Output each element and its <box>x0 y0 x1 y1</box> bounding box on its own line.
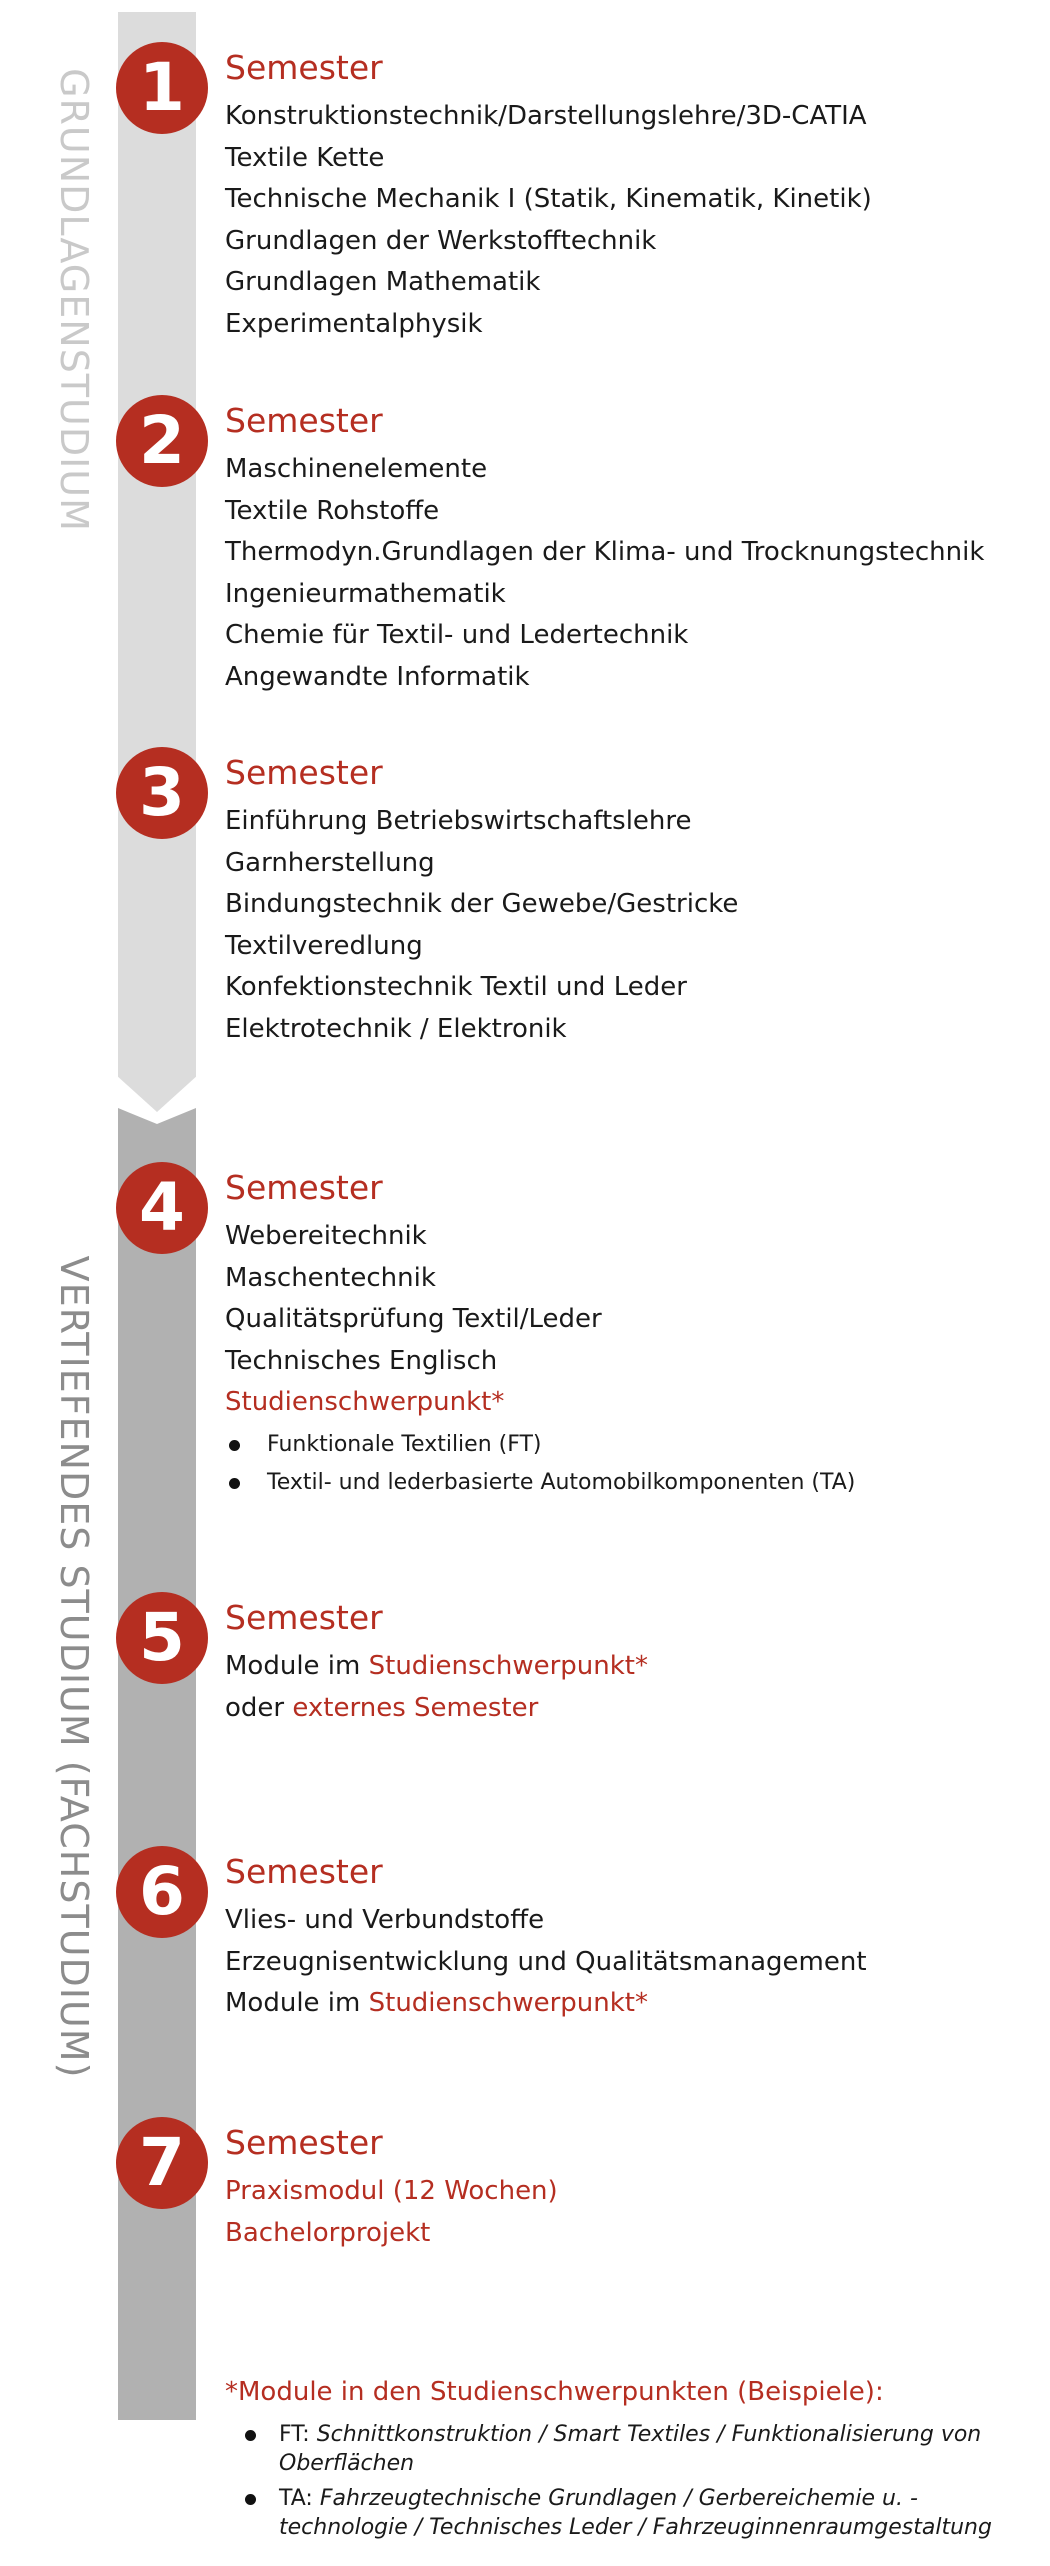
module-item: Konstruktionstechnik/Darstellungslehre/3D-CATIA <box>225 101 867 131</box>
footnote-prefix: FT: <box>279 2422 317 2447</box>
footnote-examples: Fahrzeugtechnische Grundlagen / Gerbereichemie u. -technologie / Technisches Leder / Fahrzeuginnenraumgestaltung <box>279 2486 992 2540</box>
external-semester-highlight: externes Semester <box>292 1692 539 1723</box>
semester-title: Semester <box>225 48 383 87</box>
module-item: Chemie für Textil- und Ledertechnik <box>225 620 689 650</box>
module-item: Webereitechnik <box>225 1221 427 1251</box>
module-item: Vlies- und Verbundstoffe <box>225 1905 545 1935</box>
footnote-prefix: TA: <box>279 2486 320 2511</box>
semester-block-6 <box>225 1850 867 2025</box>
phase-bar-grundlagen <box>118 12 196 1112</box>
semester-block-3 <box>225 751 738 1050</box>
phase-bar-fachstudium <box>118 1108 196 2420</box>
focus-option: Funktionale Textilien (FT) <box>225 1426 855 1464</box>
semester-badge-1: 1 <box>116 42 208 134</box>
semester-badge-3: 3 <box>116 747 208 839</box>
module-item: Grundlagen Mathematik <box>225 267 541 297</box>
semester-badge-7: 7 <box>116 2117 208 2209</box>
footnote <box>225 2372 1025 2548</box>
module-item: Textilveredlung <box>225 930 423 961</box>
module-item: Einführung Betriebswirtschaftslehre <box>225 806 692 836</box>
line-prefix: Module im <box>225 1651 369 1681</box>
semester-block-2 <box>225 399 984 698</box>
line-prefix: oder <box>225 1692 293 1723</box>
module-item: Maschentechnik <box>225 1262 436 1293</box>
footnote-list <box>225 2420 1025 2542</box>
module-item: Thermodyn.Grundlagen der Klima- und Trocknungstechnik <box>225 537 985 567</box>
module-item: Garnherstellung <box>225 847 435 878</box>
module-line <box>225 1688 648 1730</box>
module-item: Qualitätsprüfung Textil/Leder <box>225 1304 602 1334</box>
module-item: Elektrotechnik / Elektronik <box>225 1013 567 1044</box>
line-prefix: Module im <box>225 1988 369 2018</box>
focus-option: Textil- und lederbasierte Automobilkomponenten (TA) <box>225 1464 855 1502</box>
module-item: Angewandte Informatik <box>225 661 530 692</box>
semester-title: Semester <box>225 2123 383 2162</box>
semester-title: Semester <box>225 1168 383 1207</box>
semester-badge-6: 6 <box>116 1846 208 1938</box>
footnote-examples: Schnittkonstruktion / Smart Textiles / Funktionalisierung von Oberflächen <box>279 2422 982 2476</box>
module-item: Praxismodul (12 Wochen) <box>225 2176 558 2206</box>
module-item: Technische Mechanik I (Statik, Kinematik, Kinetik) <box>225 184 872 214</box>
module-line <box>225 1983 867 2025</box>
semester-badge-5: 5 <box>116 1592 208 1684</box>
module-item: Bindungstechnik der Gewebe/Gestricke <box>225 889 739 919</box>
semester-badge-4: 4 <box>116 1162 208 1254</box>
semester-title: Semester <box>225 1598 383 1637</box>
footnote-entry <box>225 2420 1025 2478</box>
semester-block-1 <box>225 46 872 345</box>
module-item: Ingenieurmathematik <box>225 578 506 609</box>
module-item: Konfektionstechnik Textil und Leder <box>225 972 687 1002</box>
module-line <box>225 1646 648 1688</box>
module-item: Textile Rohstoffe <box>225 495 440 526</box>
phase-label-grundlagen: GRUNDLAGENSTUDIUM <box>52 68 96 532</box>
semester-block-5 <box>225 1596 648 1729</box>
module-item: Maschinenelemente <box>225 454 488 484</box>
module-item: Experimentalphysik <box>225 308 483 339</box>
module-item: Technisches Englisch <box>225 1345 498 1376</box>
module-item: Grundlagen der Werkstofftechnik <box>225 225 657 256</box>
module-item: Erzeugnisentwicklung und Qualitätsmanagement <box>225 1946 867 1977</box>
semester-title: Semester <box>225 401 383 440</box>
footnote-entry <box>225 2484 1025 2542</box>
focus-highlight: Studienschwerpunkt* <box>368 1651 648 1681</box>
semester-block-7 <box>225 2121 558 2254</box>
semester-block-4 <box>225 1166 855 1502</box>
focus-label: Studienschwerpunkt* <box>225 1387 505 1417</box>
semester-title: Semester <box>225 1852 383 1891</box>
focus-option-list <box>225 1426 855 1502</box>
semester-title: Semester <box>225 753 383 792</box>
phase-label-fachstudium: VERTIEFENDES STUDIUM (FACHSTUDIUM) <box>52 1255 96 2079</box>
footnote-title: *Module in den Studienschwerpunkten (Beispiele): <box>225 2377 884 2407</box>
semester-badge-2: 2 <box>116 395 208 487</box>
module-item: Bachelorprojekt <box>225 2217 431 2248</box>
focus-highlight: Studienschwerpunkt* <box>368 1988 648 2018</box>
module-item: Textile Kette <box>225 142 385 173</box>
